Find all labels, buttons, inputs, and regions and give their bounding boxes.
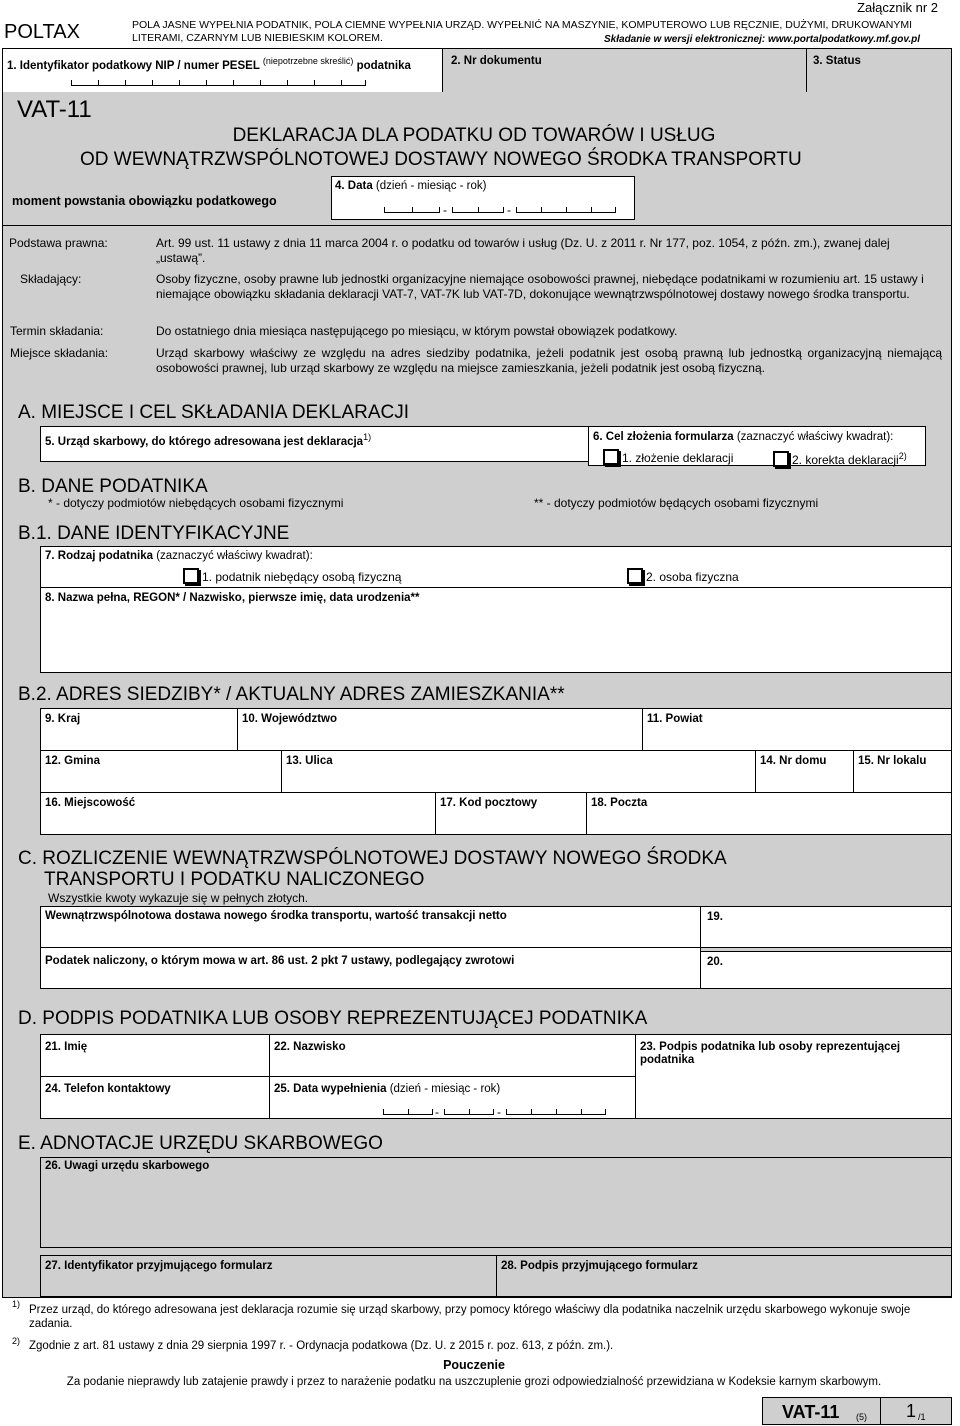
street-field[interactable] <box>281 750 756 793</box>
declaration-checkbox[interactable] <box>603 449 619 465</box>
house-number-field[interactable] <box>755 750 854 793</box>
tax-office-field[interactable] <box>40 426 589 462</box>
taxpayer-id-suffix: podatnika <box>356 59 411 72</box>
badge-version: (5) <box>856 1412 867 1422</box>
city-label: 16. Miejscowość <box>45 797 136 809</box>
post-office-field[interactable] <box>586 792 952 835</box>
county-label: 11. Powiat <box>647 713 703 725</box>
apartment-number-field[interactable] <box>853 750 952 793</box>
date-day-boxes <box>384 203 440 213</box>
badge-page-number: 1 <box>906 1401 917 1421</box>
date-year-boxes <box>516 203 616 213</box>
fill-date-hint: (dzień - miesiąc - rok) <box>389 1083 501 1095</box>
section-b-note-natural: ** - dotyczy podmiotów będących osobami fizycznymi <box>534 496 819 510</box>
first-name-label: 21. Imię <box>45 1041 88 1053</box>
last-name-label: 22. Nazwisko <box>274 1041 346 1053</box>
non-natural-person-label: 1. podatnik niebędący osobą fizyczną <box>202 570 402 584</box>
phone-label: 24. Telefon kontaktowy <box>45 1083 171 1095</box>
natural-person-label: 2. osoba fizyczna <box>646 570 739 584</box>
deadline-label: Termin składania: <box>10 324 104 338</box>
status-label: 3. Status <box>813 55 861 67</box>
input-tax-input[interactable] <box>700 951 952 989</box>
date-hint: (dzień - miesiąc - rok) <box>375 180 487 192</box>
filer-text: Osoby fizyczne, osoby prawne lub jednostki organizacyjne niemające osobowości prawnej, niebędące podatnikami w rozumieniu art. 15 ustawy i niemające obowiązku składania deklaracji VAT-7, VAT-7K lub VAT-7D, dokonujące wewnątrzwspólnotowej dostawy nowego środka transportu. <box>156 272 924 301</box>
country-field[interactable] <box>40 708 238 751</box>
header-instructions: POLA JASNE WYPEŁNIA PODATNIK, POLA CIEMNE WYPEŁNIA URZĄD. WYPEŁNIĆ NA MASZYNIE, KOMPUTEROWO LUB RĘCZNIE, DUŻYMI, DRUKOWANYMI LITERAMI, CZARNYM LUB NIEBIESKIM KOLOREM. <box>132 19 913 44</box>
taxpayer-id-field[interactable] <box>3 49 443 92</box>
section-a-heading: A. MIEJSCE I CEL SKŁADANIA DEKLARACJI <box>18 402 410 423</box>
form-title-line1: DEKLARACJA DLA PODATKU OD TOWARÓW I USŁUG <box>232 125 716 146</box>
taxpayer-id-label: 1. Identyfikator podatkowy NIP / numer PESEL <box>7 59 260 72</box>
phone-field[interactable] <box>40 1076 270 1119</box>
net-value-input[interactable] <box>700 906 952 948</box>
tax-office-label: 5. Urząd skarbowy, do którego adresowana jest deklaracja <box>45 435 364 448</box>
attachment-number: Załącznik nr 2 <box>857 0 938 15</box>
legal-basis-label: Podstawa prawna: <box>9 236 108 250</box>
legal-basis-text: Art. 99 ust. 11 ustawy z dnia 11 marca 2004 r. o podatku od towarów i usług (Dz. U. z 2011 r. Nr 177, poz. 1054, z późn. zm.), zwanej dalej „ustawą”. <box>156 236 890 265</box>
date-month-boxes <box>452 203 504 213</box>
taxpayer-type-field <box>40 546 952 588</box>
input-tax-row <box>40 947 701 989</box>
declaration-option-label: 1. złożenie deklaracji <box>622 451 734 465</box>
non-natural-person-checkbox[interactable] <box>183 568 199 584</box>
natural-person-checkbox[interactable] <box>627 568 643 584</box>
place-text: Urząd skarbowy właściwy ze względu na adres siedziby podatnika, jeżeli podatnik jest osobą prawną lub jednostką organizacyjną niemającą osobowości prawnej, lub urząd skarbowy ze względu na miejsce zamieszkania, jeżeli podatnik jest osobą fizyczną. <box>156 346 942 375</box>
full-name-label: 8. Nazwa pełna, REGON* / Nazwisko, pierwsze imię, data urodzenia** <box>45 592 420 604</box>
section-b2-heading: B.2. ADRES SIEDZIBY* / AKTUALNY ADRES ZAMIESZKANIA** <box>18 684 565 705</box>
correction-option-label: 2. korekta deklaracji <box>792 453 899 467</box>
footnote-1-mark: 1) <box>12 1299 21 1309</box>
badge-page-total: /1 <box>918 1412 926 1422</box>
form-title-line2: OD WEWNĄTRZWSPÓLNOTOWEJ DOSTAWY NOWEGO ŚRODKA TRANSPORTU <box>80 149 802 170</box>
section-d-heading: D. PODPIS PODATNIKA LUB OSOBY REPREZENTUJĄCEJ PODATNIKA <box>18 1008 648 1029</box>
commune-label: 12. Gmina <box>45 755 100 767</box>
signature-label: 23. Podpis podatnika lub osoby reprezentującej podatnika <box>640 1041 901 1066</box>
full-name-field[interactable] <box>40 587 952 673</box>
taxpayer-id-digit-boxes <box>71 76 366 86</box>
signature-field[interactable] <box>635 1034 952 1119</box>
tax-obligation-moment-label: moment powstania obowiązku podatkowego <box>12 194 277 208</box>
instruction-title: Pouczenie <box>443 1358 505 1372</box>
county-field[interactable] <box>642 708 952 751</box>
tax-office-sup: 1) <box>363 432 372 442</box>
receiver-id-label: 27. Identyfikator przyjmującego formularz <box>45 1260 273 1272</box>
fill-date-separator: - <box>435 1105 439 1119</box>
first-name-field[interactable] <box>40 1034 270 1077</box>
taxpayer-type-label: 7. Rodzaj podatnika <box>45 550 153 562</box>
fill-date-month-boxes <box>444 1105 494 1115</box>
voivodeship-label: 10. Województwo <box>242 713 337 725</box>
net-value-label: Wewnątrzwspólnotowa dostawa nowego środka transportu, wartość transakcji netto <box>45 910 507 922</box>
section-c-heading-line2: TRANSPORTU I PODATKU NALICZONEGO <box>44 869 425 890</box>
badge-form-code: VAT-11 <box>782 1402 840 1422</box>
net-value-number: 19. <box>707 911 723 923</box>
fill-date-year-boxes <box>506 1105 606 1115</box>
voivodeship-field[interactable] <box>237 708 643 751</box>
office-notes-field <box>40 1157 952 1248</box>
input-tax-label: Podatek naliczony, o którym mowa w art. 86 ust. 2 pkt 7 ustawy, podlegający zwrotowi <box>45 955 515 967</box>
section-b1-heading: B.1. DANE IDENTYFIKACYJNE <box>18 523 290 544</box>
apartment-number-label: 15. Nr lokalu <box>858 755 927 767</box>
last-name-field[interactable] <box>269 1034 636 1077</box>
city-field[interactable] <box>40 792 436 835</box>
status-divider <box>806 49 807 93</box>
poltax-logo: POLTAX <box>4 21 80 43</box>
form-code: VAT-11 <box>17 96 92 123</box>
taxpayer-type-hint: (zaznaczyć właściwy kwadrat): <box>156 550 313 562</box>
footnote-2-mark: 2) <box>12 1336 21 1346</box>
section-c-amounts-note: Wszystkie kwoty wykazuje się w pełnych złotych. <box>48 891 309 905</box>
fill-date-separator: - <box>497 1105 501 1119</box>
postal-code-field[interactable] <box>435 792 587 835</box>
form-purpose-label: 6. Cel złożenia formularza <box>593 431 734 443</box>
receiver-id-field <box>40 1255 497 1297</box>
section-b-note-legal: * - dotyczy podmiotów niebędących osobami fizycznymi <box>48 496 344 510</box>
date-label: 4. Data <box>335 180 373 192</box>
document-number-label: 2. Nr dokumentu <box>451 55 542 67</box>
form-purpose-field <box>588 426 926 466</box>
fill-date-field[interactable] <box>269 1076 636 1119</box>
fill-date-label: 25. Data wypełnienia <box>274 1083 387 1095</box>
post-office-label: 18. Poczta <box>591 797 648 809</box>
deadline-text: Do ostatniego dnia miesiąca następującego po miesiącu, w którym powstał obowiązek podatkowy. <box>156 324 678 338</box>
badge-page-divider <box>880 1398 881 1424</box>
electronic-filing-note: Składanie w wersji elektronicznej: www.portalpodatkowy.mf.gov.pl <box>604 34 920 45</box>
house-number-label: 14. Nr domu <box>760 755 827 767</box>
street-label: 13. Ulica <box>286 755 333 767</box>
place-label: Miejsce składania: <box>10 346 109 360</box>
date-field[interactable] <box>331 176 635 220</box>
fill-date-day-boxes <box>383 1105 433 1115</box>
footnote-2-text: Zgodnie z art. 81 ustawy z dnia 29 sierpnia 1997 r. - Ordynacja podatkowa (Dz. U. z 2015 r. poz. 613, z późn. zm.). <box>29 1340 614 1352</box>
form-purpose-hint: (zaznaczyć właściwy kwadrat): <box>736 431 894 443</box>
date-separator: - <box>443 203 447 217</box>
office-notes-label: 26. Uwagi urzędu skarbowego <box>45 1160 210 1172</box>
postal-code-label: 17. Kod pocztowy <box>440 797 538 809</box>
receiver-signature-field <box>496 1255 952 1297</box>
filer-label: Składający: <box>20 272 82 286</box>
section-b-heading: B. DANE PODATNIKA <box>18 476 208 497</box>
commune-field[interactable] <box>40 750 282 793</box>
section-e-heading: E. ADNOTACJE URZĘDU SKARBOWEGO <box>18 1133 383 1154</box>
date-separator: - <box>507 203 511 217</box>
receiver-signature-label: 28. Podpis przyjmującego formularz <box>501 1260 698 1272</box>
country-label: 9. Kraj <box>45 713 81 725</box>
correction-checkbox[interactable] <box>773 451 789 467</box>
net-value-row <box>40 906 701 948</box>
instruction-text: Za podanie nieprawdy lub zatajenie prawdy i przez to narażenie podatku na uszczuplenie grozi odpowiedzialność przewidziana w Kodeksie karnym skarbowym. <box>66 1376 882 1388</box>
input-tax-number: 20. <box>707 956 723 968</box>
taxpayer-id-note: (niepotrzebne skreślić) <box>262 56 354 66</box>
correction-sup: 2) <box>898 451 907 461</box>
footnote-1-text: Przez urząd, do którego adresowana jest deklaracja rozumie się urząd skarbowy, przy pomocy którego właściwy dla podatnika naczelnik urzędu skarbowego wykonuje swoje zadania. <box>29 1304 911 1330</box>
section-c-heading-line1: C. ROZLICZENIE WEWNĄTRZWSPÓLNOTOWEJ DOSTAWY NOWEGO ŚRODKA <box>18 848 727 869</box>
